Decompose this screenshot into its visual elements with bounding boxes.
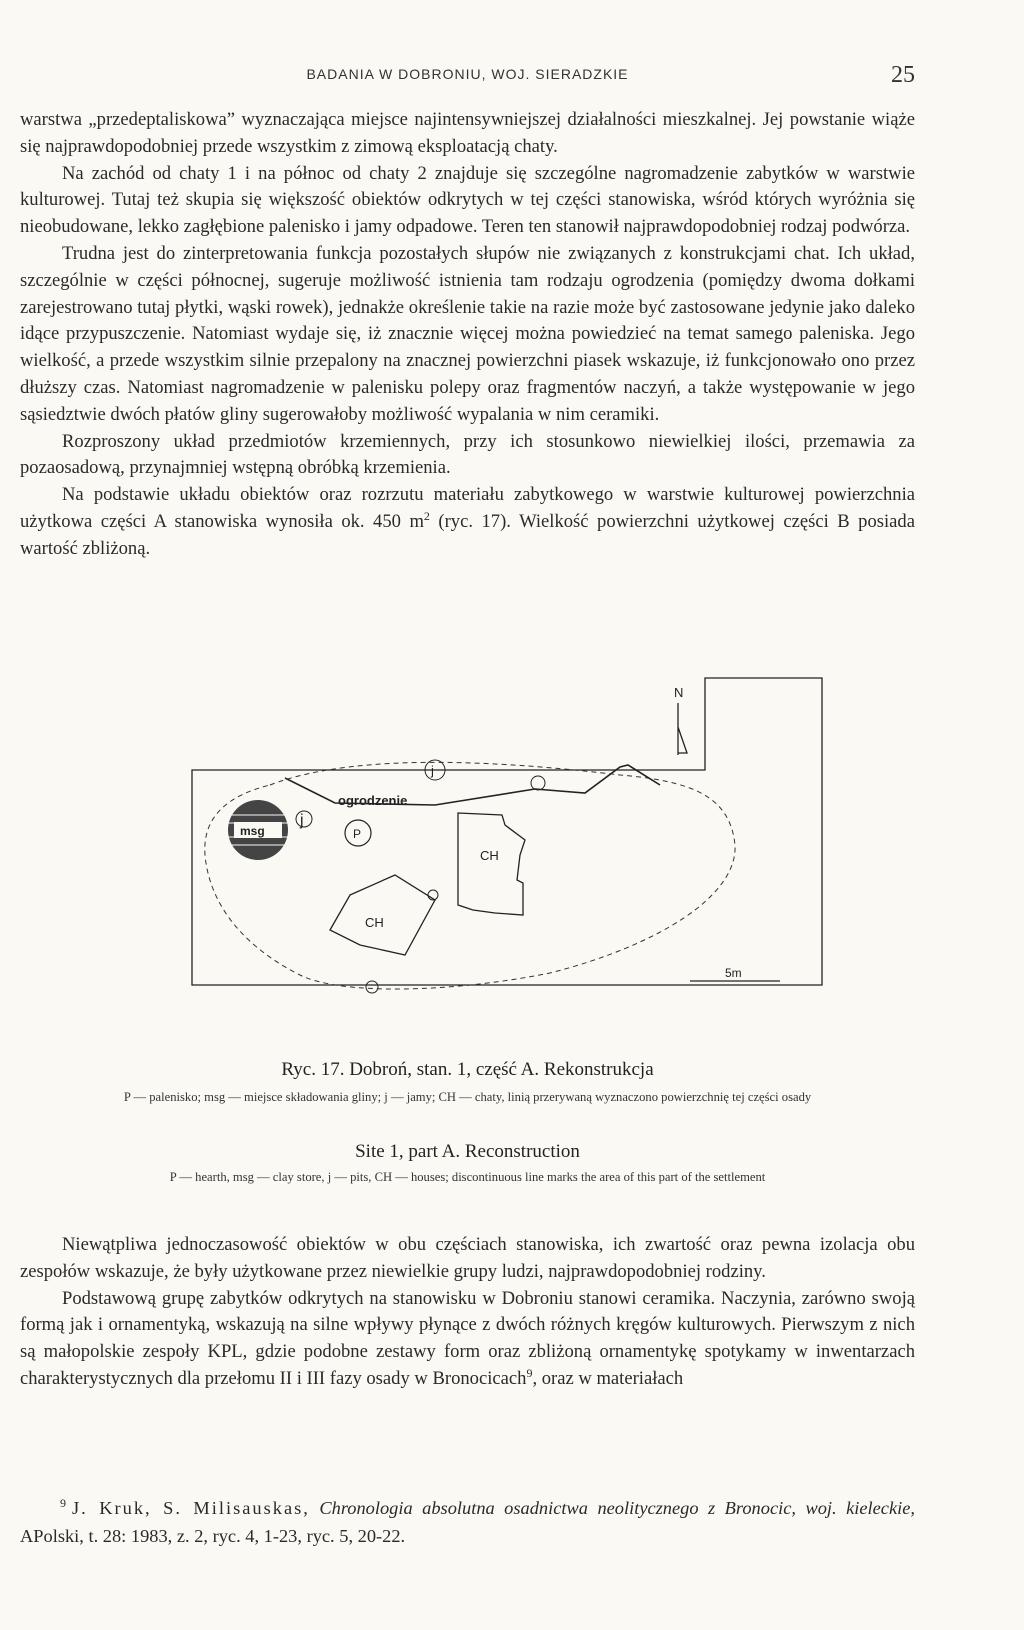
body-text-bottom (20, 1232, 915, 1393)
site-plan-drawing (190, 675, 830, 995)
caption-pl-legend: P — palenisko; msg — miejsce składowania gliny; j — jamy; CH — chaty, linią przerywaną wyznaczono powierzchnię tej części osady (123, 1090, 812, 1104)
caption-en-title: Site 1, part A. Reconstruction (355, 1141, 580, 1162)
north-arrow-icon (678, 703, 687, 755)
footnote (20, 1489, 915, 1550)
house-right-label: CH (480, 848, 499, 863)
footnote-source: APolski, t. 28: 1983, z. 2, ryc. 4, 1-23, ryc. 5, 20-22. (20, 1526, 406, 1547)
body-text-top (20, 107, 915, 563)
pit-symbol: j (431, 763, 434, 778)
paragraph-text: , oraz w materiałach (532, 1367, 684, 1389)
page-number: 25 (891, 62, 915, 88)
paragraph: Niewątpliwa jednoczasowość obiektów w obu częściach stanowiska, ich zwartość oraz pewna izolacja obu zespołów wskazuje, że były użytkowane przez niewielkie grupy ludzi, najprawdopodobniej rodziny. (20, 1234, 915, 1282)
caption-pl-title: Ryc. 17. Dobroń, stan. 1, część A. Rekonstrukcja (281, 1059, 654, 1080)
paragraph (20, 107, 915, 161)
caption-en-legend: P — hearth, msg — clay store, j — pits, CH — houses; discontinuous line marks the area of this part of the settlement (169, 1170, 766, 1184)
paragraph-text: Podstawową grupę zabytków odkrytych na stanowisku w Dobroniu stanowi ceramika. Naczynia, zarówno swoją formą jak i ornamentyką, wskazują na silne wpływy płynące z dwóch różnych kręgów kulturowych. Pierwszym z nich są małopolskie zespoły KPL, gdzie podobne zestawy form oraz zbliżoną ornamentykę spotykamy w inwentarzach charakterystycznych dla przełomu II i III fazy osady w Bronocicach (20, 1287, 915, 1389)
settlement-area-dashed (205, 762, 735, 989)
paragraph-text: warstwa „przedeptaliskowa” wyznaczająca miejsce najintensywniejszej działalności mieszkalnej. (20, 109, 757, 130)
paragraph (20, 482, 915, 562)
pit-icon (531, 776, 545, 790)
footnote-ref: 9 (526, 1365, 533, 1380)
pit-symbol: j (300, 812, 304, 829)
house-left-label: CH (365, 915, 384, 930)
msg-label: msg (240, 824, 265, 838)
fence-label: ogrodzenie (338, 793, 408, 808)
site-plan-figure (190, 675, 830, 995)
house-right-outline (458, 813, 525, 915)
north-label: N (674, 685, 684, 700)
pit-icon (296, 811, 312, 827)
footnote-authors: J. Kruk, S. Milisauskas, (72, 1498, 310, 1519)
superscript: 2 (423, 508, 430, 523)
footnote-title: Chronologia absolutna osadnictwa neolitycznego z Bronocic, woj. kieleckie, (319, 1498, 916, 1519)
paragraph: Na zachód od chaty 1 i na północ od chaty 2 znajduje się szczególne nagromadzenie zabytków w warstwie kulturowej. Tutaj też skupia się większość obiektów odkrytych w tej części stanowiska, wśród których wyróżnia się nieobudowane, lekko zagłębione palenisko i jamy odpadowe. Teren ten stanowił najprawdopodobniej rodzaj podwórza. (20, 162, 915, 238)
footnote-number: 9 (60, 1496, 66, 1510)
hearth-label: P (353, 827, 362, 841)
paragraph-text: Jej powstanie wiąże się najprawdopodobniej przede wszystkim z zimową eksploatacją chaty. (20, 109, 915, 157)
paragraph (20, 1286, 915, 1393)
paragraph: Rozproszony układ przedmiotów krzemiennych, przy ich stosunkowo niewielkiej ilości, przemawia za pozaosadową, przynajmniej wstępną obróbką krzemienia. (20, 430, 915, 479)
scale-label: 5m (725, 966, 742, 980)
paragraph-text: Na podstawie układu obiektów oraz rozrzutu materiału zabytkowego w warstwie kulturowej powierzchnia użytkowa części A stanowiska wynosiła ok. 450 m (20, 484, 915, 532)
pit-icon (366, 981, 378, 993)
paragraph-text: (ryc. 17). Wielkość powierzchni użytkowej części B posiada wartość zbliżoną. (20, 510, 915, 559)
paragraph: Trudna jest do zinterpretowania funkcja pozostałych słupów nie związanych z konstrukcjami chat. Ich układ, szczególnie w części północnej, sugeruje możliwość istnienia tam rodzaju ogrodzenia (pomiędzy dwoma dołkami zarejestrowano tutaj płytki, wąski rowek), jednakże określenie takie na razie może być zastosowane jedynie jako daleko idące przypuszczenie. Natomiast wydaje się, iż znacznie więcej można powiedzieć na temat samego paleniska. Jego wielkość, a przede wszystkim silnie przepalony na znacznej powierzchni piasek wskazuje, iż funkcjonowało ono przez dłuższy czas. Natomiast nagromadzenie w palenisku polepy oraz fragmentów naczyń, a także występowanie w jego sąsiedztwie dwóch płatów gliny sugerowałoby możliwość wypalania w nim ceramiki. (20, 242, 915, 425)
running-header: BADANIA W DOBRONIU, WOJ. SIERADZKIE (306, 66, 629, 82)
